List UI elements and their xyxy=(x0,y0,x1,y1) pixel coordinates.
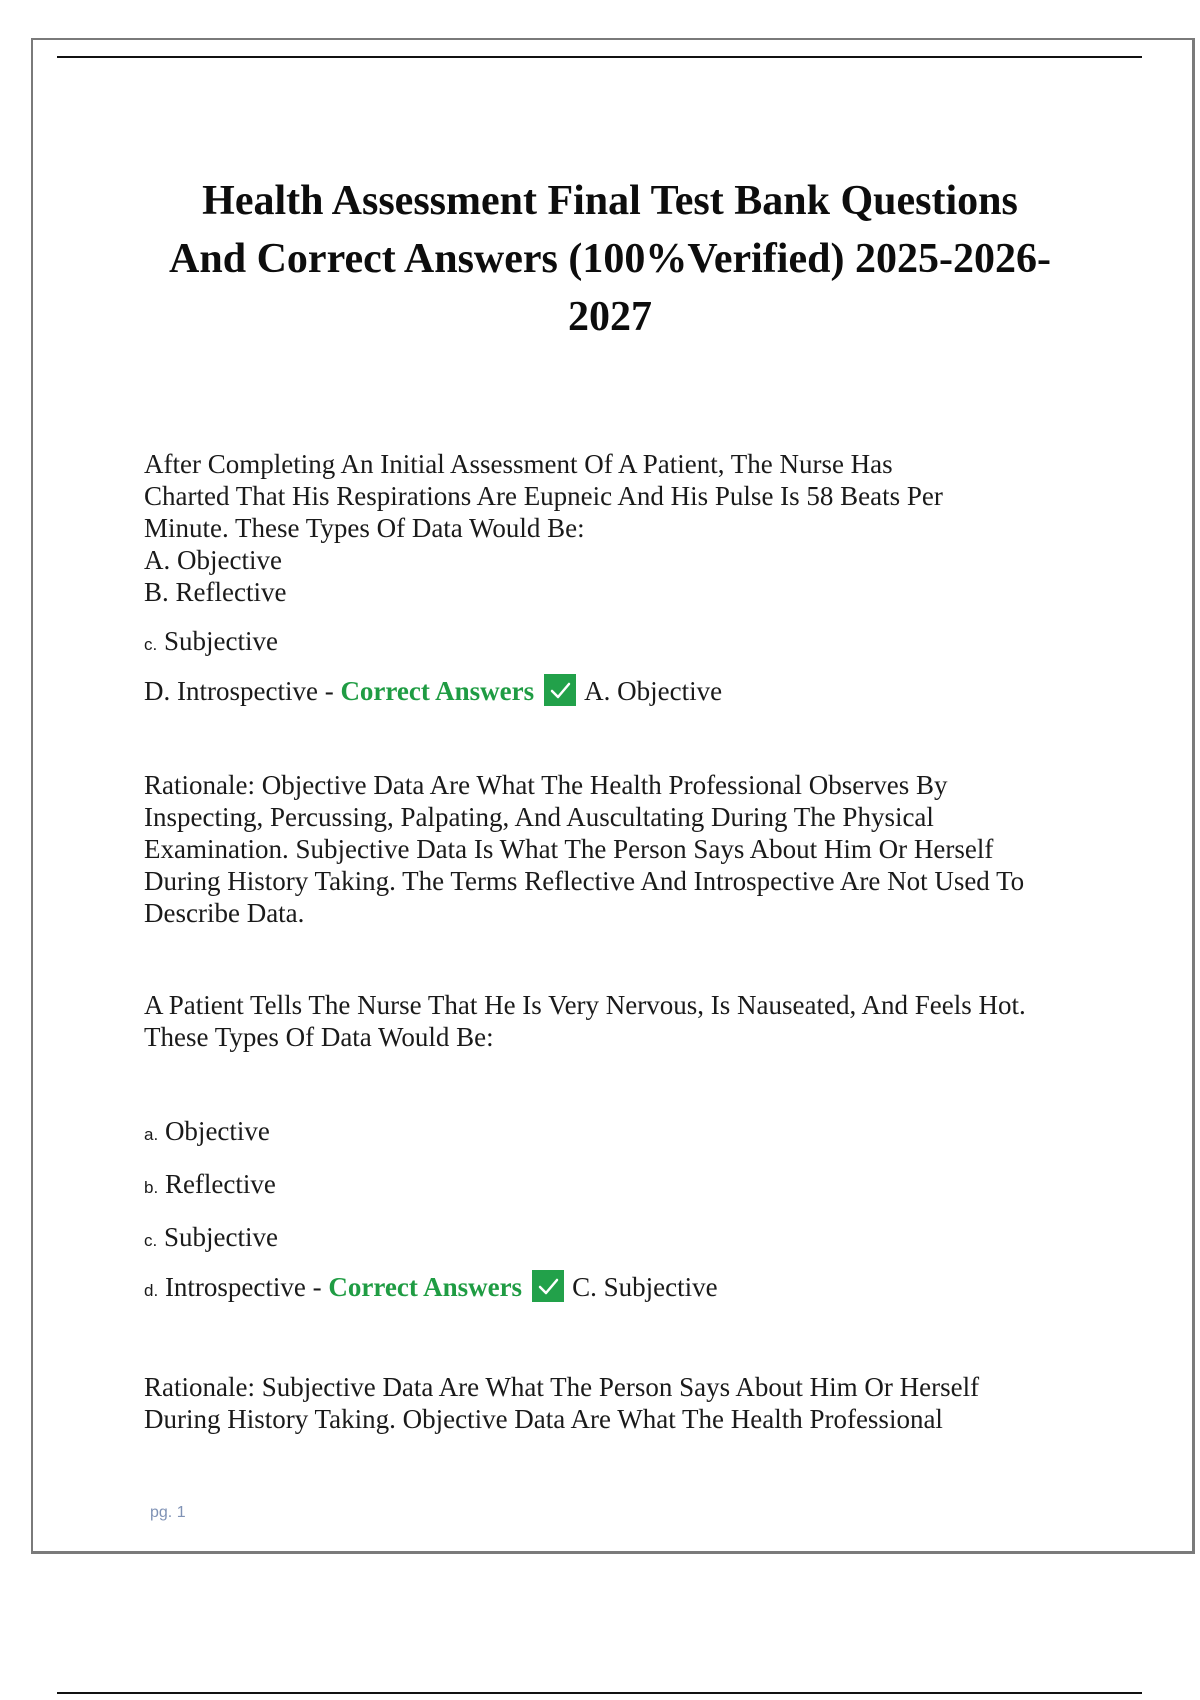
option-text: Introspective - xyxy=(177,676,341,706)
option-letter: A. xyxy=(144,545,171,575)
title-line: Health Assessment Final Test Bank Questions xyxy=(202,178,1018,224)
option-d-with-answer xyxy=(144,1269,1094,1309)
rationale-line: Rationale: Objective Data Are What The Health Professional Observes By xyxy=(144,770,948,800)
option-a xyxy=(144,544,1094,576)
question-stem-line: Charted That His Respirations Are Eupneic And His Pulse Is 58 Beats Per xyxy=(144,481,943,511)
option-b xyxy=(144,576,1094,608)
option-letter: c. xyxy=(144,1231,158,1250)
document-title xyxy=(110,172,1110,346)
option-d-with-answer xyxy=(144,673,1094,709)
option-text: Objective xyxy=(164,1116,270,1146)
option-letter: a. xyxy=(144,1125,159,1144)
next-page-header-rule xyxy=(57,1692,1142,1694)
rationale xyxy=(144,1371,1094,1435)
rationale xyxy=(144,769,1094,929)
option-text: Reflective xyxy=(164,1169,276,1199)
option-text: Objective xyxy=(177,545,282,575)
option-list xyxy=(144,1115,1094,1309)
option-letter: D. xyxy=(144,676,171,706)
page-number: pg. 1 xyxy=(150,1504,186,1521)
correct-answer-text: C. Subjective xyxy=(572,1272,718,1302)
question-stem-line: Minute. These Types Of Data Would Be: xyxy=(144,513,585,543)
header-rule xyxy=(57,56,1142,58)
correct-answers-label: Correct Answers xyxy=(328,1272,523,1302)
option-text: Subjective xyxy=(163,626,278,656)
option-letter: c. xyxy=(144,635,158,654)
option-letter: b. xyxy=(144,1178,159,1197)
option-text: Subjective xyxy=(163,1222,278,1252)
correct-answers-label: Correct Answers xyxy=(340,676,535,706)
question-1 xyxy=(144,448,1094,929)
rationale-line: Inspecting, Percussing, Palpating, And Auscultating During The Physical xyxy=(144,802,934,832)
question-stem-line: These Types Of Data Would Be: xyxy=(144,1022,494,1052)
option-text: Introspective - xyxy=(164,1272,329,1302)
question-stem-line: After Completing An Initial Assessment Of A Patient, The Nurse Has xyxy=(144,449,893,479)
option-b xyxy=(144,1168,1094,1204)
option-a xyxy=(144,1115,1094,1151)
option-text: Reflective xyxy=(175,577,287,607)
rationale-line: Rationale: Subjective Data Are What The Person Says About Him Or Herself xyxy=(144,1372,980,1402)
rationale-line: Examination. Subjective Data Is What The Person Says About Him Or Herself xyxy=(144,834,994,864)
option-c xyxy=(144,625,1094,661)
correct-answer-text: A. Objective xyxy=(584,676,723,706)
option-letter: d. xyxy=(144,1281,159,1300)
option-c xyxy=(144,1221,1094,1257)
checkmark-box-icon xyxy=(532,1270,564,1302)
question-stem-line: A Patient Tells The Nurse That He Is Very Nervous, Is Nauseated, And Feels Hot. xyxy=(144,990,1026,1020)
rationale-line: During History Taking. Objective Data Are What The Health Professional xyxy=(144,1404,943,1434)
question-2 xyxy=(144,989,1094,1435)
rationale-line: During History Taking. The Terms Reflective And Introspective Are Not Used To xyxy=(144,866,1025,896)
title-line: And Correct Answers (100%Verified) 2025-2026- xyxy=(169,236,1051,282)
option-letter: B. xyxy=(144,577,169,607)
checkmark-box-icon xyxy=(544,674,576,706)
rationale-line: Describe Data. xyxy=(144,898,305,928)
document-content xyxy=(144,448,1094,1435)
title-line: 2027 xyxy=(568,294,652,340)
